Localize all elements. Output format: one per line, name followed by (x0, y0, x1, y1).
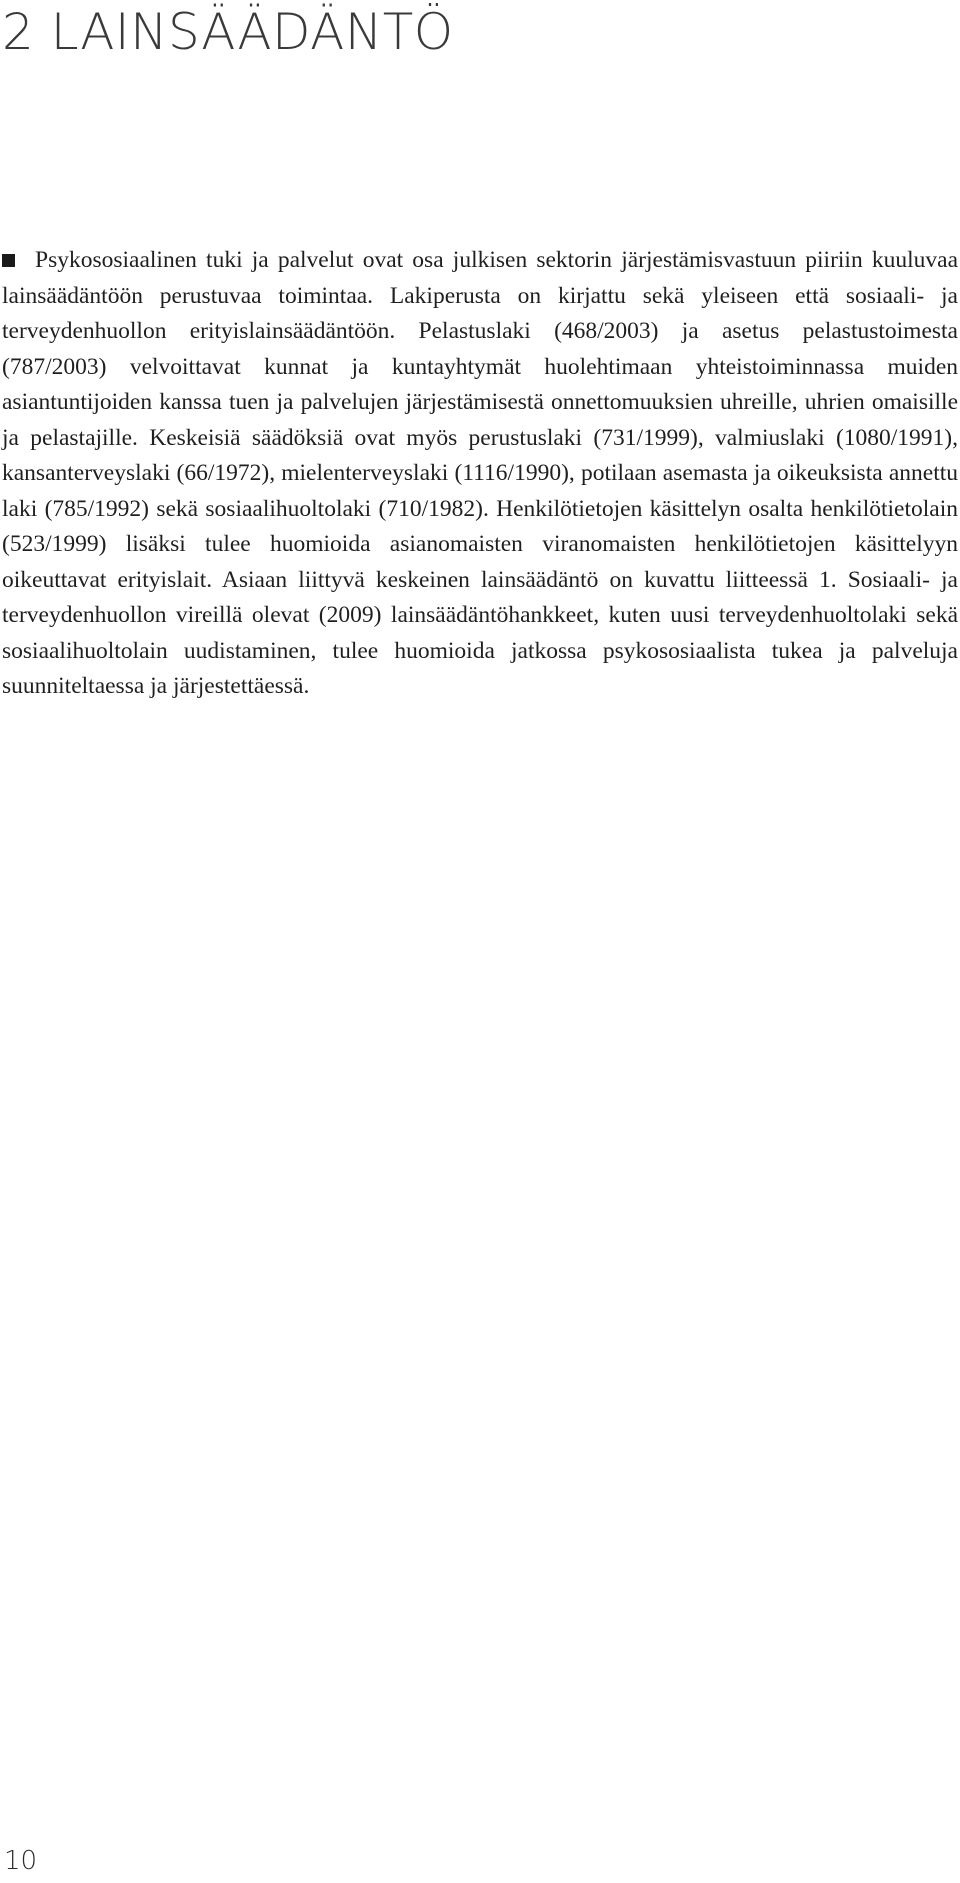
square-bullet-icon (2, 254, 15, 267)
page-title: 2 LAINSÄÄDÄNTÖ (2, 3, 454, 61)
page-number: 10 (4, 1846, 38, 1876)
body-paragraph-text: Psykososiaalinen tuki ja palvelut ovat osa julkisen sektorin järjestämisvastuun piiriin kuuluvaa lainsäädäntöön perustuvaa toimintaa. Lakiperusta on kirjattu sekä yleiseen että sosiaali- ja terveydenhuollon erityislainsäädäntöön. Pelastuslaki (468/2003) ja asetus pelastustoimesta (787/2003) velvoittavat kunnat ja kuntayhtymät huolehtimaan yhteistoiminnassa muiden asiantuntijoiden kanssa tuen ja palvelujen järjestämisestä onnettomuuksien uhreille, uhrien omaisille ja pelastajille. Keskeisiä säädöksiä ovat myös perustuslaki (731/1999), valmiuslaki (1080/1991), kansanterveyslaki (66/1972), mielenterveyslaki (1116/1990), potilaan asemasta ja oikeuksista annettu laki (785/1992) sekä sosiaalihuoltolaki (710/1982). Henkilötietojen käsittelyn osalta henkilötietolain (523/1999) lisäksi tulee huomioida asianomaisten viranomaisten henkilötietojen käsittelyyn oikeuttavat erityislait. Asiaan liittyvä keskeinen lainsäädäntö on kuvattu liitteessä 1. Sosiaali- ja terveydenhuollon vireillä olevat (2009) lainsäädäntöhankkeet, kuten uusi terveydenhuoltolaki sekä sosiaalihuoltolain uudistaminen, tulee huomioida jatkossa psykososiaalista tukea ja palveluja suunniteltaessa ja järjestettäessä. (2, 247, 958, 699)
body-paragraph (2, 243, 958, 705)
